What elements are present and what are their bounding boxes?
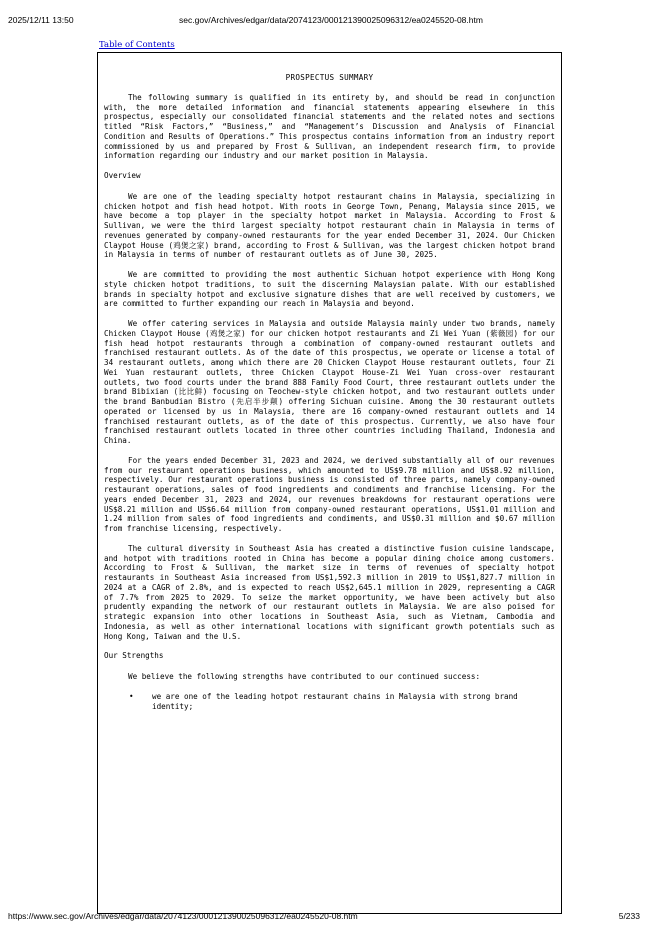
footer-url: https://www.sec.gov/Archives/edgar/data/2074123/000121390025096312/ea0245520-08.htm — [8, 911, 358, 921]
header-url: sec.gov/Archives/edgar/data/2074123/000121390025096312/ea0245520-08.htm — [179, 15, 483, 25]
list-item-text: we are one of the leading hotpot restaurant chains in Malaysia with strong brand identity; — [152, 691, 518, 711]
print-timestamp: 2025/12/11 13:50 — [8, 15, 74, 25]
bullet-icon: • — [129, 691, 134, 701]
overview-paragraph: We are committed to providing the most authentic Sichuan hotpot experience with Hong Kong style chicken hotpot traditions, to suit the discerning Malaysian palate. With our established brands in specialty hotpot and exclusive signature dishes that are well received by customers, we are committed to further expanding our reach in Malaysia and beyond. — [104, 270, 555, 309]
table-of-contents-link[interactable]: Table of Contents — [99, 40, 175, 50]
strengths-intro: We believe the following strengths have contributed to our continued success: — [128, 672, 481, 681]
browser-footer — [0, 911, 662, 923]
intro-paragraph: The following summary is qualified in its entirety by, and should be read in conjunction with, the more detailed information and financial statements appearing elsewhere in this prospectus, especially our consolidated financial statements and the related notes and sections titled “Risk Factors,” “Business,” and “Management’s Discussion and Analysis of Financial Condition and Results of Operations.” This prospectus contains information from an industry report commissioned by us and prepared by Frost & Sullivan, an independent research firm, to provide information regarding our industry and our market position in Malaysia. — [104, 92, 555, 161]
browser-header — [0, 15, 662, 27]
overview-paragraph: For the years ended December 31, 2023 and 2024, we derived substantially all of our revenues from our restaurant operations business, which amounted to US$9.78 million and US$8.92 million, respectively. Our restaurant operations business is consisted of three parts, namely company-owned restaurant operations, sales of food ingredients and condiments and franchise licensing. For the years ended December 31, 2023 and 2024, our revenues breakdowns for restaurant operations were US$8.21 million and US$6.64 million from company-owned restaurant operations, US$1.01 million and 1.24 million from sales of food ingredients and condiments, and US$0.31 million and $0.67 million from franchise licensing, respectively. — [104, 455, 555, 533]
page-number: 5/233 — [618, 911, 640, 921]
overview-paragraph: The cultural diversity in Southeast Asia has created a distinctive fusion cuisine landscape, and hotpot with traditions rooted in China has become a popular dining choice among customers. According to Frost & Sullivan, the market size in terms of revenues of specialty hotpot restaurants in Southeast Asia increased from US$1,592.3 million in 2019 to US$1,827.7 million in 2024 at a CAGR of 2.8%, and is expected to reach US$2,645.1 million in 2029, representing a CAGR of 7.7% from 2025 to 2029. To seize the market opportunity, we have been actively but also prudently expanding the network of our restaurant outlets in Malaysia. We are also poised for strategic expansion into other locations in Southeast Asia, such as Vietnam, Cambodia and Indonesia, as well as other international locations with significant growth potentials such as Hong Kong, Taiwan and the U.S. — [104, 543, 555, 641]
page-title: PROSPECTUS SUMMARY — [285, 73, 374, 82]
list-item — [104, 692, 555, 712]
overview-paragraph: We offer catering services in Malaysia and outside Malaysia mainly under two brands, namely Chicken Claypot House (鸡煲之家) for our chicken hotpot restaurants and Zi Wei Yuan (紫薇园) for our fish head hotpot restaurants through a combination of company-owned restaurant outlets and franchised restaurant outlets. As of the date of this prospectus, we operate or license a total of 34 restaurant outlets, among which there are 20 Chicken Claypot House restaurant outlets, four Zi Wei Yuan restaurant outlets, three Chicken Claypot House-Zi Wei Yuan cross-over restaurant outlets, two food courts under the brand 888 Family Food Court, three restaurant outlets under the brand Bibixian (比比鲜) focusing on Teochew-style chicken hotpot, and two restaurant outlets under the brand Banbudian Bistro (先启半步颠) offering Sichuan cuisine. Among the 30 restaurant outlets operated or licensed by us in Malaysia, there are 16 company-owned restaurant outlets and 14 franchised restaurant outlets, as of the date of this prospectus. Currently, we also have four franchised restaurant outlets located in three other countries including Thailand, Indonesia and China. — [104, 319, 555, 445]
strengths-heading: Our Strengths — [104, 651, 164, 661]
overview-paragraph: We are one of the leading specialty hotpot restaurant chains in Malaysia, specializing in chicken hotpot and fish head hotpot. With roots in George Town, Penang, Malaysia since 2015, we have become a top player in the specialty hotpot market in Malaysia. According to Frost & Sullivan, we were the third largest specialty hotpot restaurant chain in Malaysia in terms of revenues generated by company-owned restaurants for the year ended December 31, 2024. Our Chicken Claypot House (鸡煲之家) brand, according to Frost & Sullivan, was the largest chicken hotpot brand in Malaysia in terms of number of restaurant outlets as of June 30, 2025. — [104, 191, 555, 260]
document-content — [104, 73, 555, 711]
document-frame — [97, 52, 562, 914]
overview-heading: Overview — [104, 171, 141, 180]
